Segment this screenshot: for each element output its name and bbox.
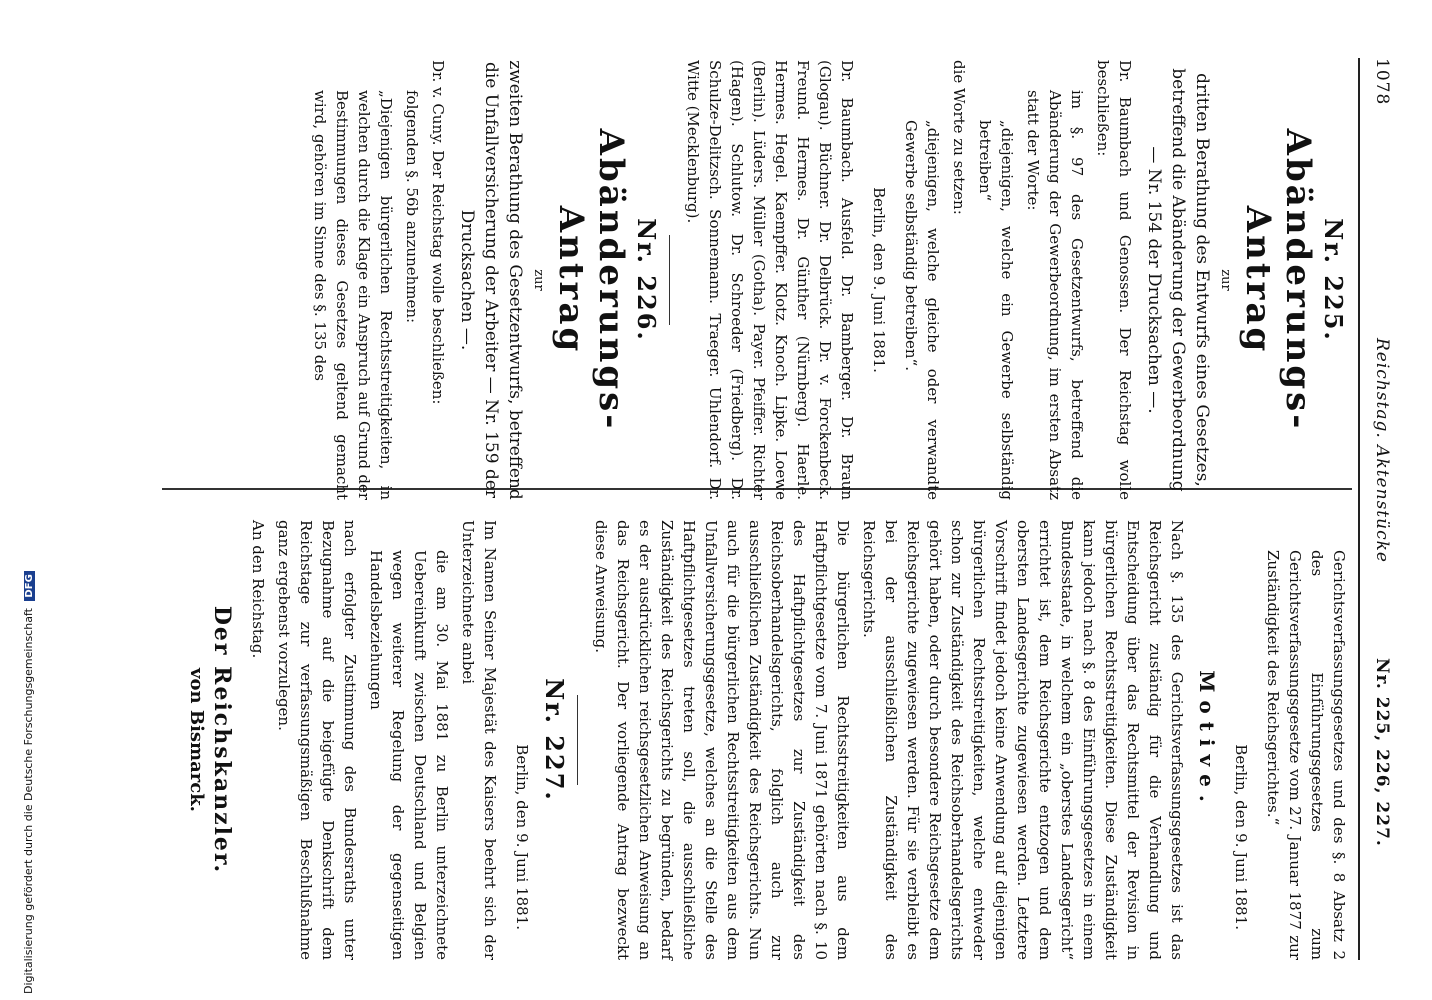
rotated-document-page [20,0,1400,1000]
paragraph: Dr. Baumbach und Genossen. Der Reichstag wolle beschließen: [1094,60,1134,500]
digitization-credit-text: Digitalisierung gefördert durch die Deutsche Forschungsgemeinschaft [22,608,35,994]
paragraph: Dr. v. Cuny. Der Reichstag wolle beschließen: [429,60,447,405]
section-separator [577,695,578,785]
date-225: Berlin, den 9. Juni 1881. [870,187,888,373]
page-number: 1078 [1372,58,1392,106]
section-number-226: Nr. 226. [632,218,661,342]
zur-label: zur [1218,269,1233,291]
signature-name: von Bismarck. [186,668,207,812]
paragraph: die Worte zu setzen: [950,60,968,215]
quote: „diejenigen, welche ein Gewerbe selbständig betreiben“ [976,120,1016,500]
motive-heading: Motive. [1195,670,1219,810]
running-head-title: Reichstag. Aktenstücke [1372,338,1392,563]
date-226: Berlin, den 9. Juni 1881. [1232,744,1250,930]
right-column [170,520,1350,960]
quote: „Diejenigen bürgerlichen Rechtsstreitigkeiten, in welchen durch die Klage ein Anspruch auf Grund der Bestimmungen dieses Gesetzes geltend gemacht wird, gehören im Sinne des §. 135 des [311,90,395,500]
date-227: Berlin, den 9. Juni 1881. [513,744,531,930]
signatories-225: Dr. Baumbach. Ausfeld. Dr. Bamberger. Dr. Braun (Glogau). Büchner. Dr. Delbrück. Dr. v. Forckenbeck. Freund. Hermes. Dr. Günther (Nürnberg). Haerle. Hermes. Hegel. Kaempffer. Klotz. Knoch. Lipke. Loewe (Berlin). Lüders. Müller (Gotha). Payer. Pfeiffer. Richter (Hagen). Schlutow. Dr. Schroeder (Friedberg). Dr. Schulze-Delitzsch. Sonnemann. Traeger. Uhlendorf. Dr. Witte (Mecklenburg). [684,60,856,500]
running-head-numbers: Nr. 225, 226, 227. [1372,658,1392,847]
paragraph: Im Namen Seiner Majestät des Kaisers beehrt sich der Unterzeichnete anbei [459,520,499,960]
paragraph: nach erfolgter Zustimmung des Bundesraths unter Bezugnahme auf die beigefügte Denkschrift dem Reichstage zur verfassungsmäßigen Beschlußnahme ganz ergebenst vorzulegen. [275,520,359,960]
section-number-227: Nr. 227. [540,678,569,802]
section-number-225: Nr. 225. [1319,218,1348,342]
paragraph: Die bürgerlichen Rechtsstreitigkeiten aus dem Haftpflichtgesetze vom 7. Juni 1871 gehörten nach §. 10 des Haftpflichtgesetzes zur Zuständigkeit des Reichsoberhandelsgerichts, folglich auch zur ausschließlichen Zuständigkeit des Reichsgerichts. Nun auch für die bürgerlichen Rechtsstreitigkeiten aus dem Unfallversicherungsgesetze, welches an die Stelle des Haftpflichtgesetzes treten soll, die ausschließliche Zuständigkeit des Reichsgerichts zu begründen, bedarf es der ausdrücklichen reichsgesetzlichen Anweisung an das Reichsgericht. Der vorliegende Antrag bezweckt diese Anweisung. [592,520,852,960]
section-title-225: Abänderungs-Antrag [1238,128,1318,432]
addressee: An den Reichstag. [249,520,267,659]
paragraph: folgenden §. 56b anzunehmen: [403,90,421,324]
section-subtitle-226: zweiten Berathung des Gesetzentwurfs, betreffend die Unfallversicherung der Arbeiter — Nr. 159 der Drucksachen —. [457,60,525,500]
dfg-logo: DFG [24,571,35,600]
paragraph: im §. 97 des Gesetzentwurfs, betreffend die Abänderung der Gewerbeordnung, im ersten Absatz statt der Worte: [1024,90,1086,500]
paragraph: die am 30. Mai 1881 zu Berlin unterzeichnete Uebereinkunft zwischen Deutschland und Belgien wegen weiterer Regelung der gegenseitigen Handelsbeziehungen [367,550,451,960]
quote: „diejenigen, welche gleiche oder verwandte Gewerbe selbständig betreiben“. [902,120,942,500]
header-rule [1358,58,1360,960]
left-column [170,60,1350,500]
paragraph: Nach §. 135 des Gerichtsverfassungsgesetzes ist das Reichsgericht zuständig für die Verhandlung und Entscheidung über das Rechtsmittel der Revision in bürgerlichen Rechtsstreitigkeiten. Diese Zuständigkeit kann jedoch nach §. 8 des Einführungsgesetzes in einem Bundesstaate, in welchem ein „oberstes Landesgericht“ errichtet ist, dem Reichsgerichte entzogen und dem obersten Landesgerichte zugewiesen werden. Letztere Vorschrift findet jedoch keine Anwendung auf diejenigen bürgerlichen Rechtsstreitigkeiten, welche entweder schon zur Zuständigkeit des Reichsoberhandelsgerichts gehört haben, oder durch besondere Reichsgesetze dem Reichsgerichte zugewiesen werden. Für sie verbleibt es bei der ausschließlichen Zuständigkeit des Reichsgerichts. [860,520,1186,960]
section-title-226: Abänderungs-Antrag [551,128,631,432]
zur-label: zur [531,269,546,291]
section-subtitle-225: dritten Berathung des Entwurfs eines Gesetzes, betreffend die Abänderung der Gewerbeordnung — Nr. 154 der Drucksachen —. [1144,68,1212,492]
quote-continuation: Gerichtsverfassungsgesetzes und des §. 8 Absatz 2 des Einführungsgesetzes zum Gerichtsverfassungsgesetze vom 27. Januar 1877 zur Zuständigkeit des Reichsgerichtes.“ [1264,550,1348,960]
section-separator [669,235,670,325]
signature-title: Der Reichskanzler. [209,605,235,875]
running-head [1360,58,1392,958]
